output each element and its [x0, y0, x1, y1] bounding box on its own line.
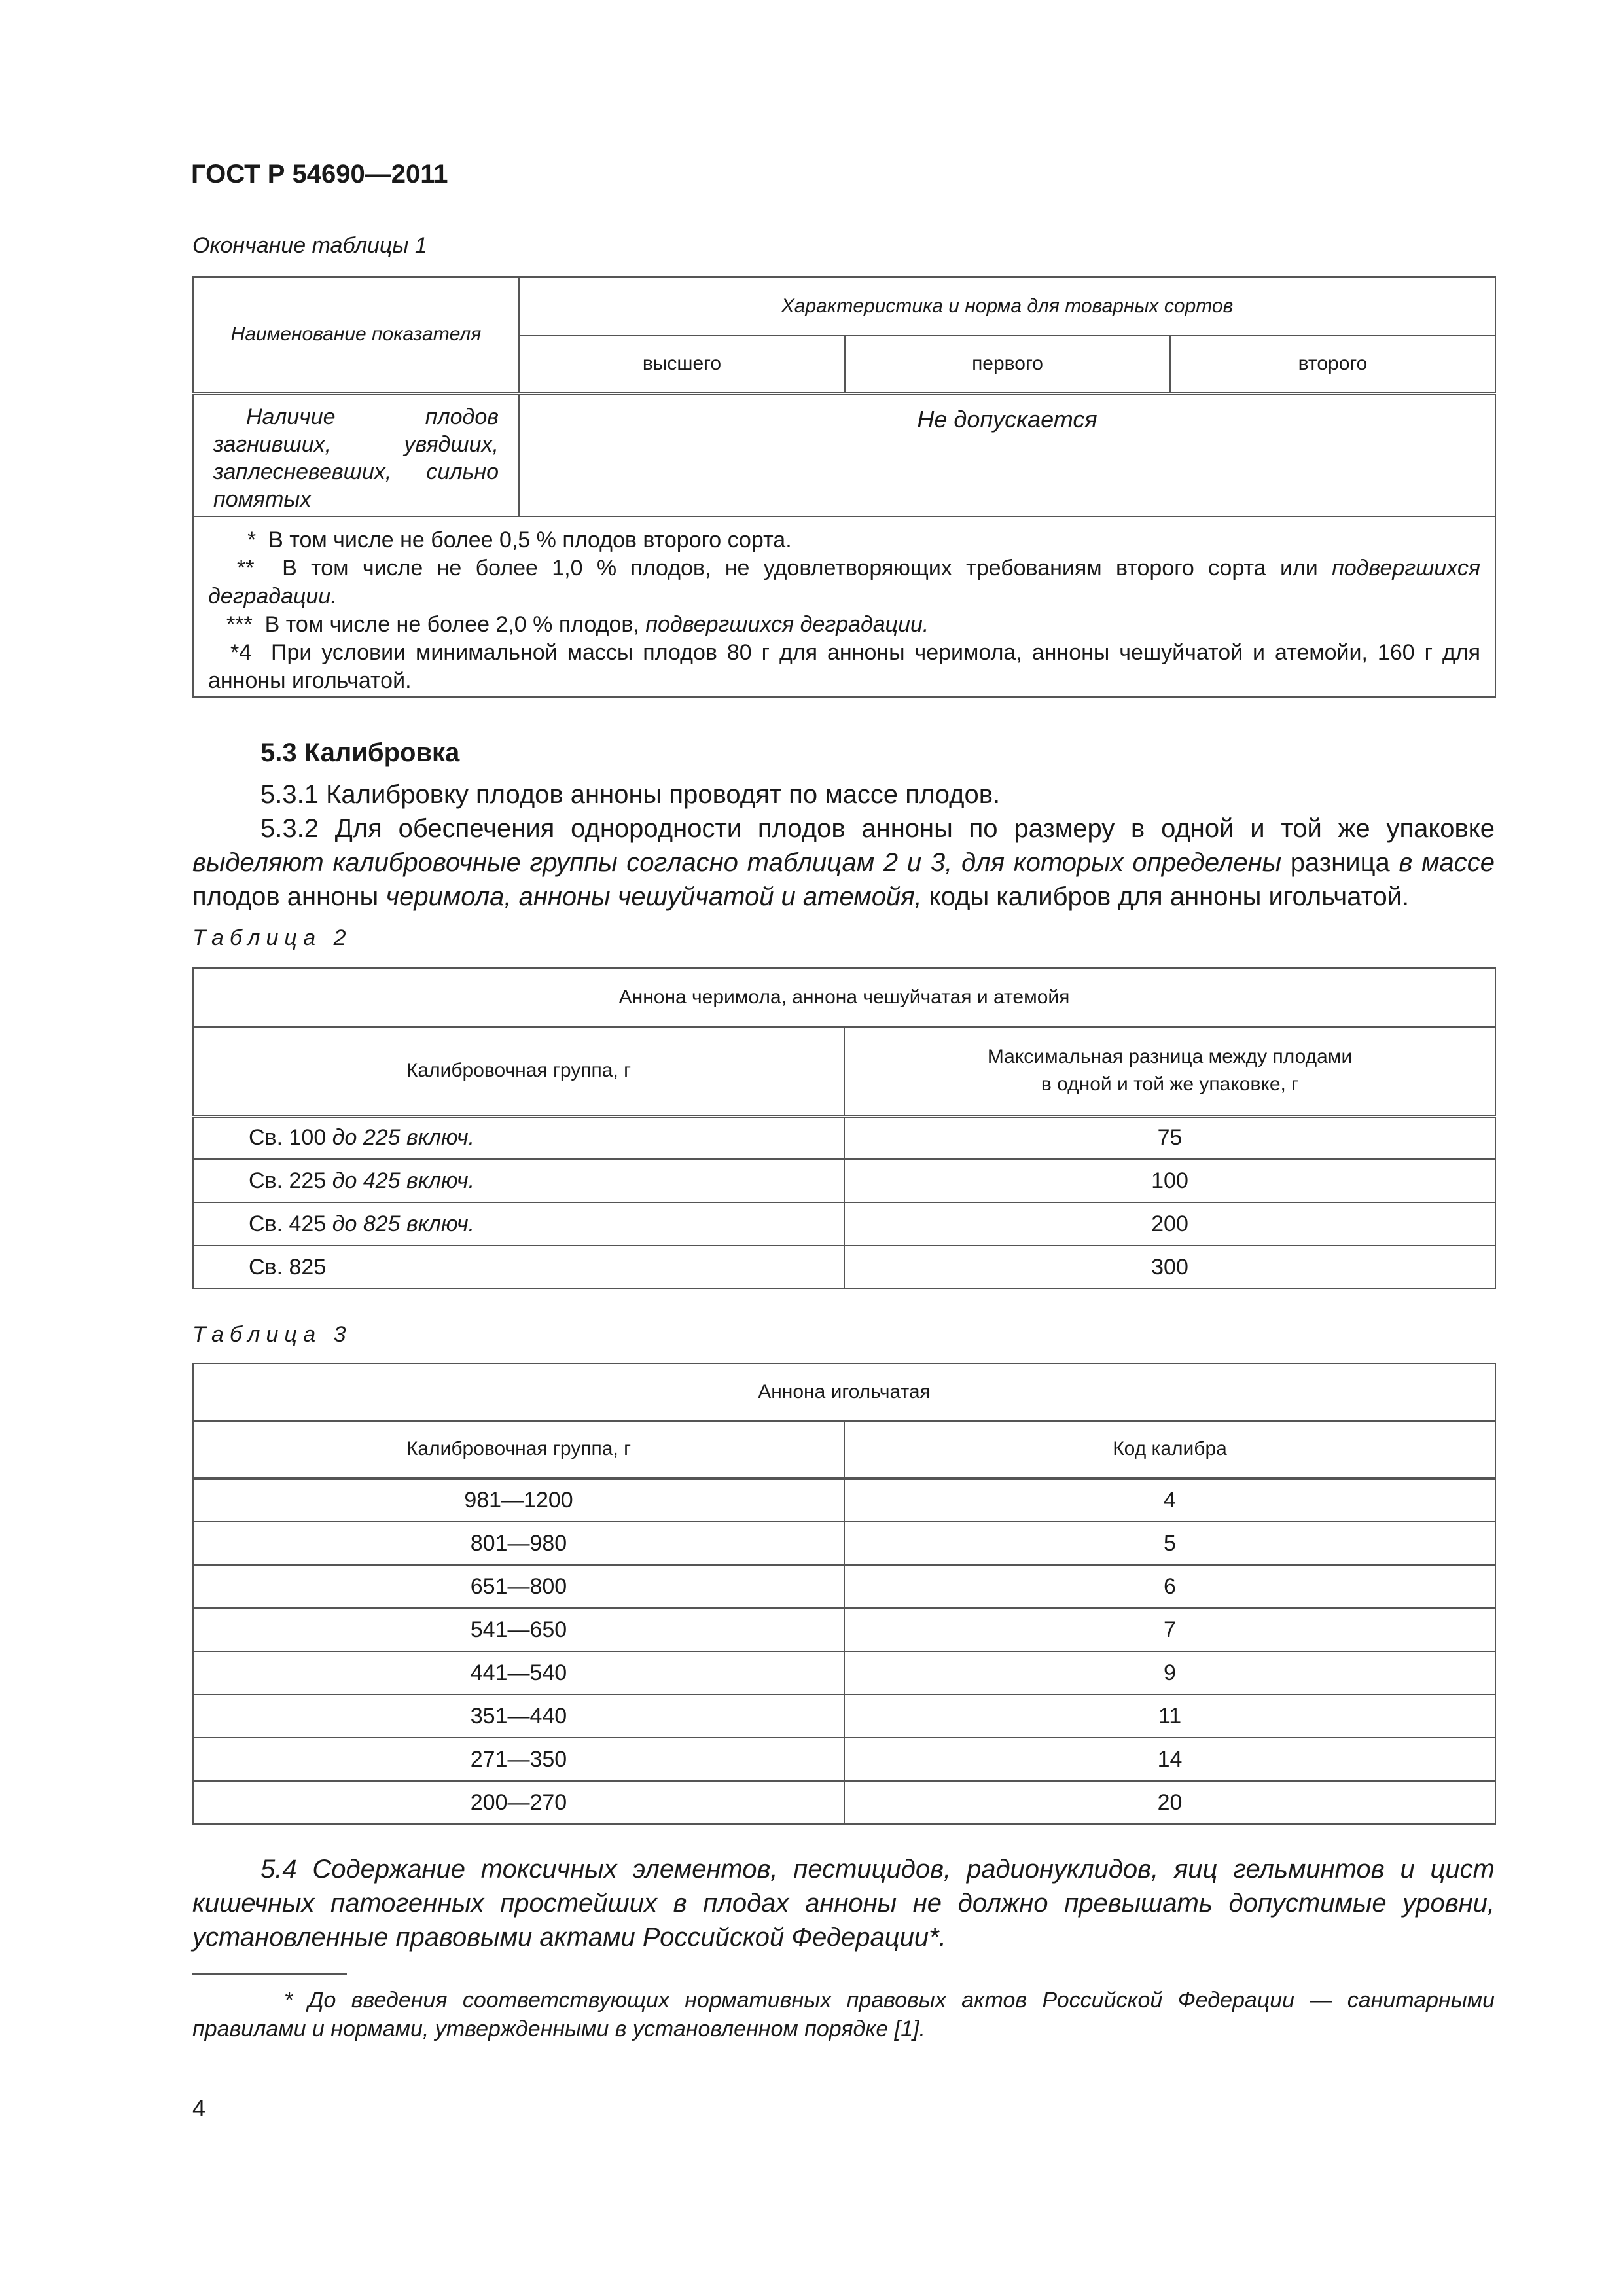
note-4: *4 При условии минимальной массы плодов 80 г для анноны черимола, анноны чешуйчатой и атемойи, 160 г для анноны игольчатой. [208, 640, 1481, 693]
table3-title: Аннона игольчатая [193, 1363, 1495, 1421]
table2-row-group: Св. 225 до 425 включ. [193, 1159, 844, 1202]
paragraph-5-4: 5.4 Содержание токсичных элементов, пестицидов, радионуклидов, яиц гельминтов и цист кишечных патогенных простейших в плодах анноны не должно превышать допустимые уровни, установленные правовыми актами Российской Федерации*. [192, 1855, 1495, 1952]
table1-col-indicator: Наименование показателя [193, 277, 519, 393]
table3-col-code: Код калибра [844, 1421, 1495, 1479]
table3 [192, 1363, 1496, 1825]
note-2: ** В том числе не более 1,0 % плодов, не удовлетворяющих требованиям второго сорта или подвергшихся деградации. [208, 556, 1481, 609]
table3-row-code: 14 [844, 1738, 1495, 1781]
table3-col-group: Калибровочная группа, г [193, 1421, 844, 1479]
paragraph-5-3-2: 5.3.2 Для обеспечения однородности плодов анноны по размеру в одной и той же упаковке выделяют калибровочные группы согласно таблицам 2 и 3, для которых определены разница в массе плодов анноны черимола, анноны чешуйчатой и атемойя, коды калибров для анноны игольчатой. [192, 814, 1495, 911]
table3-row-group: 351—440 [193, 1695, 844, 1738]
table3-row-code: 11 [844, 1695, 1495, 1738]
table2-row-value: 200 [844, 1202, 1495, 1246]
table2-row-group: Св. 425 до 825 включ. [193, 1202, 844, 1246]
table2-row-group: Св. 100 до 225 включ. [193, 1116, 844, 1159]
table2-row-group: Св. 825 [193, 1246, 844, 1289]
section-heading: 5.3 Калибровка [260, 738, 460, 767]
table3-row-group: 441—540 [193, 1651, 844, 1695]
table2 [192, 967, 1496, 1289]
note-3: *** В том числе не более 2,0 % плодов, подвергшихся деградации. [226, 612, 929, 637]
table1-row-indicator: Наличие плодов загнивших, увядших, заплесневевших, сильно помятых [193, 393, 519, 516]
page-number: 4 [192, 2094, 206, 2121]
table3-row-group: 801—980 [193, 1522, 844, 1565]
footnote: * До введения соответствующих нормативных правовых актов Российской Федерации — санитарными правилами и нормами, утвержденными в установленном порядке [1]. [192, 1988, 1495, 2041]
table3-row-group: 651—800 [193, 1565, 844, 1608]
table3-row-code: 9 [844, 1651, 1495, 1695]
document-header: ГОСТ Р 54690—2011 [191, 160, 448, 188]
table3-row-code: 5 [844, 1522, 1495, 1565]
table2-title: Аннона черимола, аннона чешуйчатая и атемойя [193, 968, 1495, 1027]
table3-row-code: 20 [844, 1781, 1495, 1824]
table3-row-code: 4 [844, 1479, 1495, 1522]
table1-caption: Окончание таблицы 1 [192, 233, 427, 258]
table1-grade-highest: высшего [519, 336, 845, 393]
table2-col-group: Калибровочная группа, г [193, 1027, 844, 1116]
table2-row-value: 100 [844, 1159, 1495, 1202]
note-1: * В том числе не более 0,5 % плодов второго сорта. [247, 528, 792, 552]
table3-row-code: 7 [844, 1608, 1495, 1651]
table2-row-value: 75 [844, 1116, 1495, 1159]
table1 [192, 276, 1496, 698]
table2-col-diff: Максимальная разница между плодами в одной и той же упаковке, г [844, 1027, 1495, 1116]
paragraph-5-3-1: 5.3.1 Калибровку плодов анноны проводят по массе плодов. [260, 780, 1001, 809]
table3-row-group: 981—1200 [193, 1479, 844, 1522]
footnote-separator [192, 1973, 347, 1975]
table1-row-value: Не допускается [519, 393, 1495, 516]
table3-row-group: 271—350 [193, 1738, 844, 1781]
table1-notes [193, 516, 1495, 697]
table2-caption: Таблица 2 [192, 925, 352, 950]
table1-grade-second: второго [1170, 336, 1495, 393]
table3-row-group: 541—650 [193, 1608, 844, 1651]
table1-grade-first: первого [845, 336, 1170, 393]
table1-col-group: Характеристика и норма для товарных сортов [519, 277, 1495, 336]
table3-caption: Таблица 3 [192, 1322, 352, 1347]
table3-row-group: 200—270 [193, 1781, 844, 1824]
table3-row-code: 6 [844, 1565, 1495, 1608]
table2-row-value: 300 [844, 1246, 1495, 1289]
